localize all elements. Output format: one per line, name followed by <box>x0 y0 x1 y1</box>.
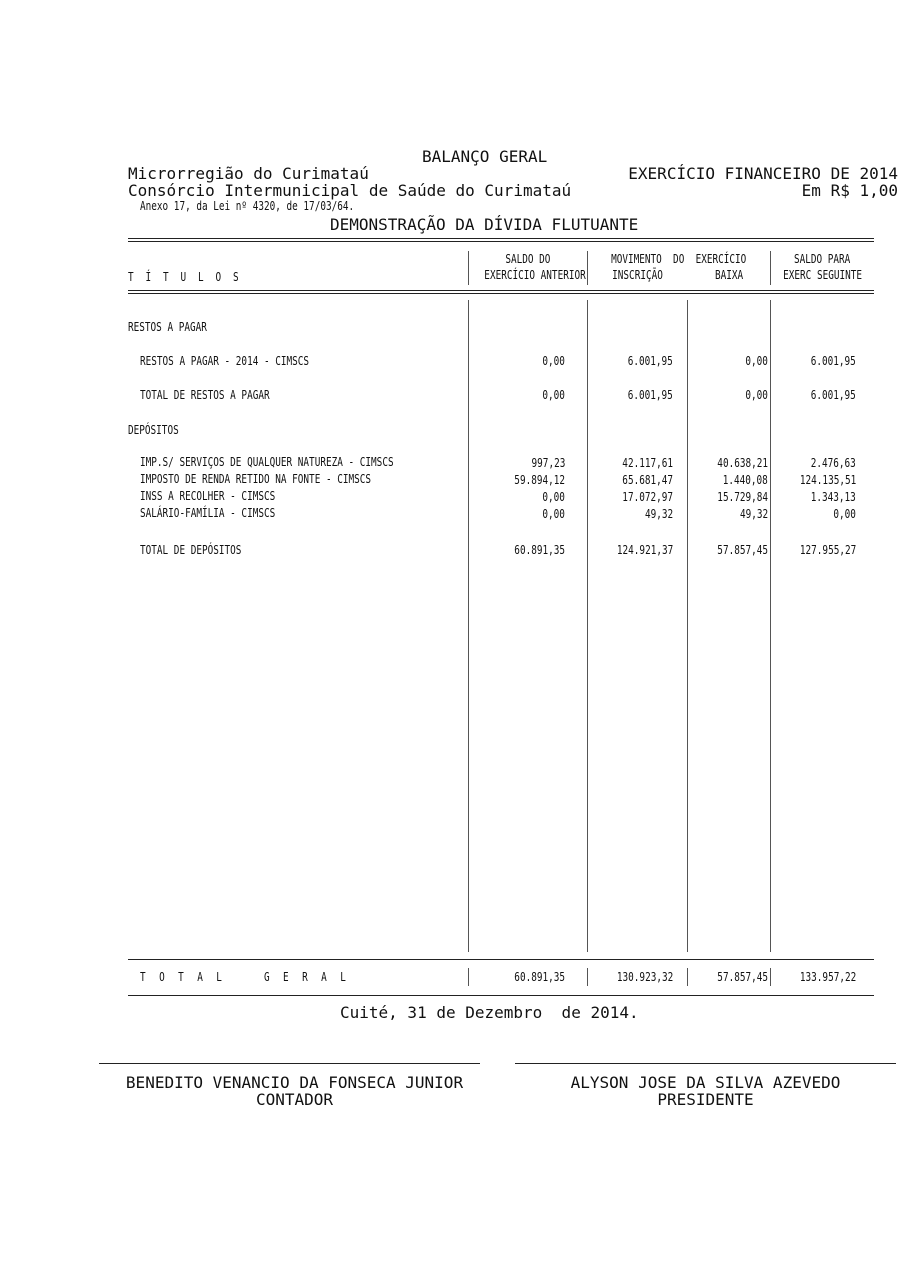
cell-inscricao: 49,32 <box>644 507 673 521</box>
cell-inscricao: 17.072,97 <box>622 490 673 504</box>
cell-seguinte: 124.135,51 <box>799 473 856 487</box>
cell-baixa: 40.638,21 <box>717 456 768 470</box>
col-sep-4-total <box>770 968 771 986</box>
row-label: SALÁRIO-FAMÍLIA - CIMSCS <box>140 506 276 520</box>
cell-baixa: 1.440,08 <box>722 473 768 487</box>
col-header-titles: T Í T U L O S <box>128 270 242 284</box>
col-sep-2 <box>587 300 588 952</box>
cell-anterior: 59.894,12 <box>514 473 565 487</box>
signer1-name: BENEDITO VENANCIO DA FONSECA JUNIOR <box>125 1073 464 1092</box>
cell-baixa: 57.857,45 <box>717 970 768 984</box>
cell-baixa: 49,32 <box>739 507 768 521</box>
cell-inscricao: 124.921,37 <box>616 543 673 557</box>
col-header-saldo-seguinte-2: EXERC SEGUINTE <box>783 268 863 282</box>
signature-line-1 <box>99 1063 480 1064</box>
cell-inscricao: 42.117,61 <box>622 456 673 470</box>
cell-seguinte: 133.957,22 <box>799 970 856 984</box>
cell-inscricao: 6.001,95 <box>627 388 673 402</box>
col-sep-4 <box>770 300 771 952</box>
cell-anterior: 0,00 <box>542 490 565 504</box>
col-sep-4-header <box>770 251 771 285</box>
header-double-rule <box>128 290 874 294</box>
row-label: IMPOSTO DE RENDA RETIDO NA FONTE - CIMSCS <box>140 472 372 486</box>
cell-anterior: 60.891,35 <box>514 543 565 557</box>
col-header-saldo-seguinte-1: SALDO PARA <box>793 252 851 266</box>
col-sep-2-total <box>587 968 588 986</box>
top-double-rule <box>128 238 874 242</box>
entity-region: Microrregião do Curimataú <box>128 164 369 183</box>
grand-total-label: T O T A L G E R A L <box>140 970 350 984</box>
row-label: TOTAL DE DEPÓSITOS <box>140 543 242 557</box>
signature-line-2 <box>515 1063 896 1064</box>
col-sep-1-header <box>468 251 469 285</box>
annex-reference: Anexo 17, da Lei nº 4320, de 17/03/64. <box>140 199 355 213</box>
cell-baixa: 15.729,84 <box>717 490 768 504</box>
cell-seguinte: 0,00 <box>833 507 856 521</box>
cell-anterior: 0,00 <box>542 354 565 368</box>
cell-anterior: 0,00 <box>542 388 565 402</box>
cell-inscricao: 6.001,95 <box>627 354 673 368</box>
cell-anterior: 997,23 <box>531 456 565 470</box>
fiscal-year: EXERCÍCIO FINANCEIRO DE 2014 <box>628 164 898 183</box>
currency-unit: Em R$ 1,00 <box>801 181 898 200</box>
col-sep-1-total <box>468 968 469 986</box>
col-header-inscricao: INSCRIÇÃO <box>612 268 663 282</box>
report-subtitle: DEMONSTRAÇÃO DA DÍVIDA FLUTUANTE <box>330 215 639 234</box>
row-label: RESTOS A PAGAR - 2014 - CIMSCS <box>140 354 310 368</box>
entity-name: Consórcio Intermunicipal de Saúde do Curimataú <box>128 181 572 200</box>
cell-anterior: 60.891,35 <box>514 970 565 984</box>
cell-seguinte: 127.955,27 <box>799 543 856 557</box>
total-bottom-rule <box>128 995 874 996</box>
section-heading-depositos: DEPÓSITOS <box>128 423 179 437</box>
total-top-rule <box>128 959 874 960</box>
report-title: BALANÇO GERAL <box>422 147 548 166</box>
cell-baixa: 0,00 <box>745 388 768 402</box>
col-header-baixa: BAIXA <box>714 268 744 282</box>
cell-anterior: 0,00 <box>542 507 565 521</box>
cell-inscricao: 130.923,32 <box>616 970 673 984</box>
col-sep-1 <box>468 300 469 952</box>
row-label: TOTAL DE RESTOS A PAGAR <box>140 388 270 402</box>
cell-seguinte: 2.476,63 <box>810 456 856 470</box>
col-header-saldo-anterior-2: EXERCÍCIO ANTERIOR <box>484 268 586 282</box>
col-sep-3-total <box>687 968 688 986</box>
row-label: INSS A RECOLHER - CIMSCS <box>140 489 276 503</box>
cell-seguinte: 6.001,95 <box>810 388 856 402</box>
col-sep-3 <box>687 300 688 952</box>
col-sep-2-header <box>587 251 588 285</box>
section-heading-restos: RESTOS A PAGAR <box>128 320 207 334</box>
signer1-role: CONTADOR <box>255 1090 334 1109</box>
row-label: IMP.S/ SERVIÇOS DE QUALQUER NATUREZA - CIMSCS <box>140 455 394 469</box>
signer2-role: PRESIDENTE <box>657 1090 754 1109</box>
signer2-name: ALYSON JOSE DA SILVA AZEVEDO <box>570 1073 841 1092</box>
place-date: Cuité, 31 de Dezembro de 2014. <box>340 1003 639 1022</box>
cell-baixa: 0,00 <box>745 354 768 368</box>
col-header-movimento: MOVIMENTO DO EXERCÍCIO <box>611 252 747 266</box>
col-header-saldo-anterior-1: SALDO DO <box>505 252 551 266</box>
cell-inscricao: 65.681,47 <box>622 473 673 487</box>
cell-seguinte: 1.343,13 <box>810 490 856 504</box>
cell-baixa: 57.857,45 <box>717 543 768 557</box>
cell-seguinte: 6.001,95 <box>810 354 856 368</box>
